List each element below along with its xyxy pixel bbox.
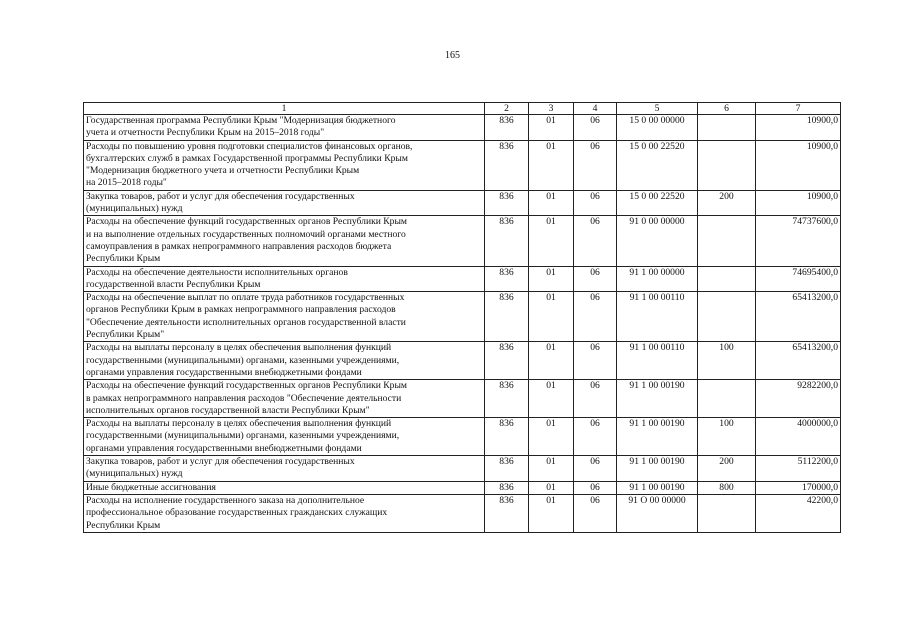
table-row (84, 380, 841, 418)
amount: 5112200,0 (756, 456, 841, 482)
subsection-code: 06 (574, 140, 617, 190)
table-header-row (84, 103, 841, 115)
expense-type-code (698, 494, 756, 532)
amount: 170000,0 (756, 481, 841, 494)
target-article-code: 91 О 00 00000 (617, 494, 698, 532)
target-article-code: 91 1 00 00110 (617, 292, 698, 342)
table-row (84, 190, 841, 216)
ministry-code: 836 (485, 380, 529, 418)
ministry-code: 836 (485, 494, 529, 532)
column-header: 3 (529, 103, 574, 115)
ministry-code: 836 (485, 342, 529, 380)
subsection-code: 06 (574, 216, 617, 266)
row-description: Закупка товаров, работ и услуг для обеспечения государственных (муниципальных) нужд (84, 456, 485, 482)
subsection-code: 06 (574, 380, 617, 418)
column-header: 4 (574, 103, 617, 115)
subsection-code: 06 (574, 342, 617, 380)
subsection-code: 06 (574, 266, 617, 292)
ministry-code: 836 (485, 115, 529, 141)
section-code: 01 (529, 380, 574, 418)
expense-type-code: 800 (698, 481, 756, 494)
amount: 65413200,0 (756, 292, 841, 342)
section-code: 01 (529, 342, 574, 380)
row-description: Государственная программа Республики Крым "Модернизация бюджетного учета и отчетности Республики Крым на 2015–2018 годы" (84, 115, 485, 141)
amount: 42200,0 (756, 494, 841, 532)
subsection-code: 06 (574, 418, 617, 456)
expense-type-code (698, 216, 756, 266)
target-article-code: 91 1 00 00190 (617, 380, 698, 418)
row-description: Расходы на выплаты персоналу в целях обеспечения выполнения функций государственными (муниципальными) органами, казенными учреждениями, органами управления государственными внебюджетными фондами (84, 418, 485, 456)
table-row (84, 292, 841, 342)
column-header: 2 (485, 103, 529, 115)
row-description: Расходы на обеспечение функций государственных органов Республики Крым и на выполнение отдельных государственных полномочий органами местного самоуправления в рамках непрограммного направления расходов бюджета Республики Крым (84, 216, 485, 266)
target-article-code: 91 1 00 00190 (617, 418, 698, 456)
row-description: Иные бюджетные ассигнования (84, 481, 485, 494)
expense-type-code (698, 292, 756, 342)
ministry-code: 836 (485, 481, 529, 494)
subsection-code: 06 (574, 190, 617, 216)
row-description: Расходы на обеспечение функций государственных органов Республики Крым в рамках непрограммного направления расходов "Обеспечение деятельности исполнительных органов государственной власти Республики Крым" (84, 380, 485, 418)
section-code: 01 (529, 115, 574, 141)
target-article-code: 91 1 00 00190 (617, 481, 698, 494)
subsection-code: 06 (574, 292, 617, 342)
section-code: 01 (529, 456, 574, 482)
amount: 74695400,0 (756, 266, 841, 292)
expense-type-code (698, 115, 756, 141)
ministry-code: 836 (485, 190, 529, 216)
amount: 10900,0 (756, 115, 841, 141)
section-code: 01 (529, 481, 574, 494)
target-article-code: 15 0 00 00000 (617, 115, 698, 141)
subsection-code: 06 (574, 115, 617, 141)
expense-type-code: 200 (698, 456, 756, 482)
row-description: Закупка товаров, работ и услуг для обеспечения государственных (муниципальных) нужд (84, 190, 485, 216)
column-header: 1 (84, 103, 485, 115)
expense-type-code: 200 (698, 190, 756, 216)
column-header: 6 (698, 103, 756, 115)
table-row (84, 216, 841, 266)
amount: 74737600,0 (756, 216, 841, 266)
table-row (84, 140, 841, 190)
subsection-code: 06 (574, 456, 617, 482)
section-code: 01 (529, 292, 574, 342)
table-body (84, 115, 841, 533)
table-row (84, 481, 841, 494)
column-header: 5 (617, 103, 698, 115)
section-code: 01 (529, 140, 574, 190)
budget-table (83, 102, 841, 533)
subsection-code: 06 (574, 481, 617, 494)
subsection-code: 06 (574, 494, 617, 532)
expense-type-code (698, 140, 756, 190)
amount: 10900,0 (756, 190, 841, 216)
target-article-code: 91 1 00 00110 (617, 342, 698, 380)
expense-type-code (698, 266, 756, 292)
ministry-code: 836 (485, 418, 529, 456)
table-row (84, 342, 841, 380)
table-row (84, 456, 841, 482)
amount: 10900,0 (756, 140, 841, 190)
table-row (84, 115, 841, 141)
section-code: 01 (529, 266, 574, 292)
amount: 4000000,0 (756, 418, 841, 456)
ministry-code: 836 (485, 216, 529, 266)
table-row (84, 418, 841, 456)
table-row (84, 266, 841, 292)
amount: 9282200,0 (756, 380, 841, 418)
expense-type-code: 100 (698, 418, 756, 456)
row-description: Расходы по повышению уровня подготовки специалистов финансовых органов, бухгалтерских служб в рамках Государственной программы Республики Крым "Модернизация бюджетного учета и отчетности Республики Крым на 2015–2018 годы" (84, 140, 485, 190)
row-description: Расходы на исполнение государственного заказа на дополнительное профессиональное образование государственных гражданских служащих Республики Крым (84, 494, 485, 532)
ministry-code: 836 (485, 292, 529, 342)
expense-type-code (698, 380, 756, 418)
section-code: 01 (529, 418, 574, 456)
page-number: 165 (445, 50, 460, 61)
target-article-code: 91 1 00 00000 (617, 266, 698, 292)
section-code: 01 (529, 216, 574, 266)
ministry-code: 836 (485, 456, 529, 482)
target-article-code: 15 0 00 22520 (617, 140, 698, 190)
row-description: Расходы на выплаты персоналу в целях обеспечения выполнения функций государственными (муниципальными) органами, казенными учреждениями, органами управления государственными внебюджетными фондами (84, 342, 485, 380)
target-article-code: 91 1 00 00190 (617, 456, 698, 482)
column-header: 7 (756, 103, 841, 115)
table-row (84, 494, 841, 532)
amount: 65413200,0 (756, 342, 841, 380)
target-article-code: 91 0 00 00000 (617, 216, 698, 266)
target-article-code: 15 0 00 22520 (617, 190, 698, 216)
ministry-code: 836 (485, 266, 529, 292)
section-code: 01 (529, 190, 574, 216)
expense-type-code: 100 (698, 342, 756, 380)
ministry-code: 836 (485, 140, 529, 190)
row-description: Расходы на обеспечение деятельности исполнительных органов государственной власти Республики Крым (84, 266, 485, 292)
row-description: Расходы на обеспечение выплат по оплате труда работников государственных органов Республики Крым в рамках непрограммного направления расходов "Обеспечение деятельности исполнительных органов государственной власти Республики Крым" (84, 292, 485, 342)
section-code: 01 (529, 494, 574, 532)
